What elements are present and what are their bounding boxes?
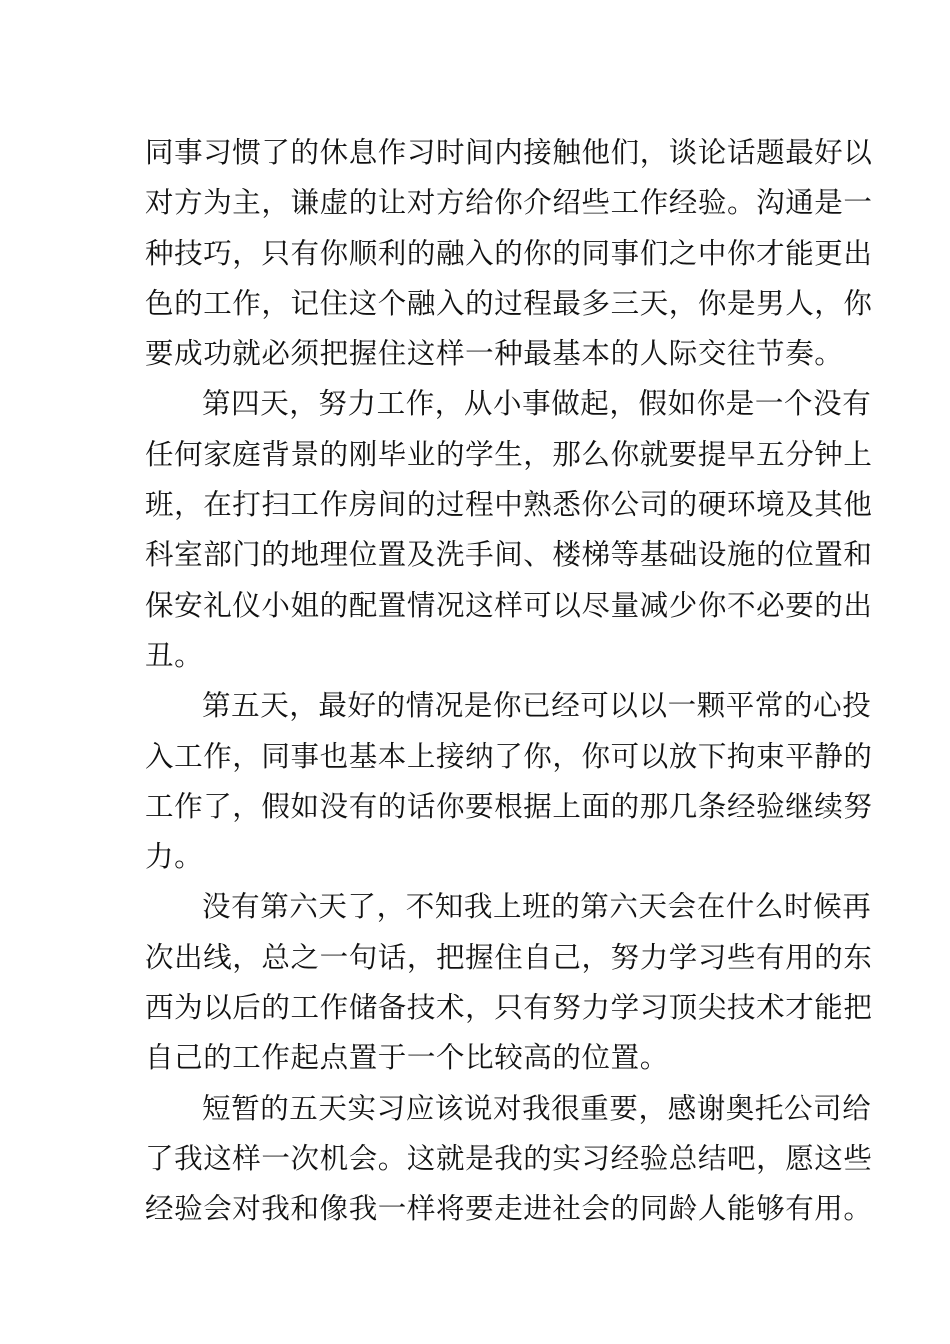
text-line: 经验会对我和像我一样将要走进社会的同龄人能够有用。 [145,1192,873,1226]
text-line: 色的工作，记住这个融入的过程最多三天，你是男人，你 [145,286,873,320]
text-line: 了我这样一次机会。这就是我的实习经验总结吧，愿这些 [145,1141,873,1175]
body-text [145,128,873,1235]
text-line: 次出线，总之一句话，把握住自己，努力学习些有用的东 [145,940,873,974]
text-line: 入工作，同事也基本上接纳了你，你可以放下拘束平静的 [145,739,873,773]
text-line: 丑。 [145,638,204,672]
paragraph-first-line: 第五天，最好的情况是你已经可以以一颗平常的心投 [202,689,872,723]
text-line: 要成功就必须把握住这样一种最基本的人际交往节奏。 [145,337,844,371]
text-line: 科室部门的地理位置及洗手间、楼梯等基础设施的位置和 [145,538,873,572]
text-line: 任何家庭背景的刚毕业的学生，那么你就要提早五分钟上 [145,437,873,471]
text-line: 对方为主，谦虚的让对方给你介绍些工作经验。沟通是一 [145,186,873,220]
text-line: 西为以后的工作储备技术，只有努力学习顶尖技术才能把 [145,991,873,1025]
text-line: 种技巧，只有你顺利的融入的你的同事们之中你才能更出 [145,236,873,270]
text-line: 工作了，假如没有的话你要根据上面的那几条经验继续努 [145,789,873,823]
text-line: 自己的工作起点置于一个比较高的位置。 [145,1041,669,1075]
text-line: 班，在打扫工作房间的过程中熟悉你公司的硬环境及其他 [145,488,873,522]
text-line: 力。 [145,840,204,874]
text-line: 同事习惯了的休息作习时间内接触他们，谈论话题最好以 [145,136,873,169]
paragraph-first-line: 短暂的五天实习应该说对我很重要，感谢奥托公司给 [202,1091,872,1125]
paragraph-first-line: 第四天，努力工作，从小事做起，假如你是一个没有 [202,387,872,421]
paragraph-first-line: 没有第六天了，不知我上班的第六天会在什么时候再 [202,890,872,924]
text-line: 保安礼仪小姐的配置情况这样可以尽量减少你不必要的出 [145,588,873,622]
